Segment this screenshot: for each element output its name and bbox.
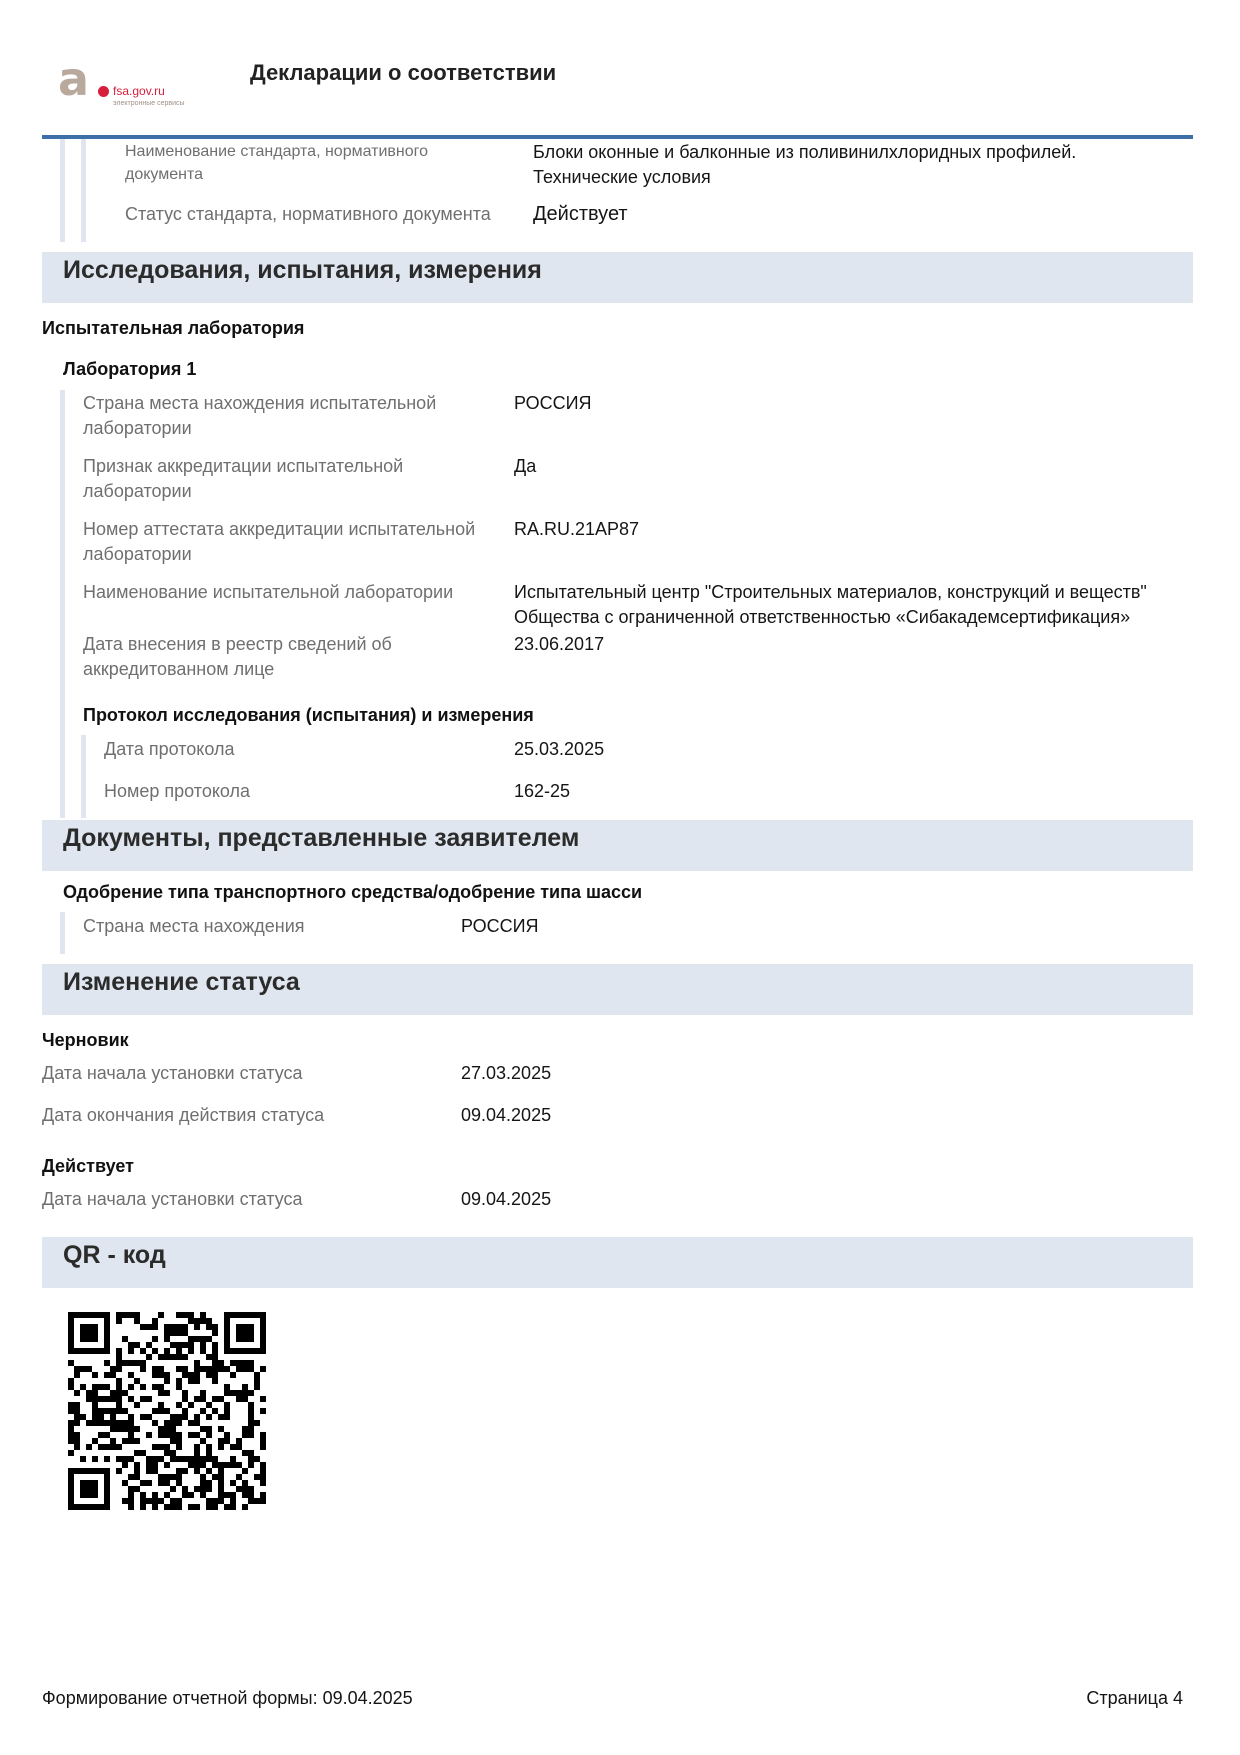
document-title: Декларации о соответствии: [250, 60, 557, 85]
group-bar: [81, 735, 86, 818]
standard-status-label: Статус стандарта, нормативного документа: [125, 204, 491, 224]
draft-end-label: Дата окончания действия статуса: [42, 1105, 325, 1125]
group-bar: [60, 390, 65, 818]
logo-dot-icon: [98, 86, 109, 97]
active-start-label: Дата начала установки статуса: [42, 1189, 303, 1209]
protocol-number-label: Номер протокола: [104, 781, 251, 801]
section-status-change: [42, 964, 1193, 1015]
protocol-date-value: 25.03.2025: [514, 739, 605, 759]
group-bar: [60, 139, 65, 242]
lab-registry-date-label: Дата внесения в реестр сведений об аккредитованном лице: [83, 634, 392, 679]
lab-group-title: Испытательная лаборатория: [42, 318, 305, 338]
standard-name-label: Наименование стандарта, нормативного документа: [125, 143, 429, 183]
draft-end-value: 09.04.2025: [461, 1105, 552, 1125]
section-title: Документы, представленные заявителем: [63, 824, 580, 852]
lab-name-value: Испытательный центр "Строительных материалов, конструкций и веществ" Общества с ограниченной ответственностью «Сибакадемсертификация»: [514, 582, 1147, 627]
status-draft-title: Черновик: [42, 1030, 129, 1050]
page-number: Страница 4: [1086, 1688, 1183, 1708]
lab-certificate-label: Номер аттестата аккредитации испытательной лаборатории: [83, 519, 476, 564]
protocol-date-label: Дата протокола: [104, 739, 235, 759]
lab-registry-date-value: 23.06.2017: [514, 634, 605, 654]
draft-start-label: Дата начала установки статуса: [42, 1063, 303, 1083]
documents-group-title: Одобрение типа транспортного средства/одобрение типа шасси: [63, 882, 643, 902]
logo-letter: a: [58, 52, 90, 106]
lab-name-label: Наименование испытательной лаборатории: [83, 582, 454, 602]
documents-country-label: Страна места нахождения: [83, 916, 305, 936]
protocol-number-value: 162-25: [514, 781, 571, 801]
section-qr: [42, 1237, 1193, 1288]
section-title: Изменение статуса: [63, 968, 300, 996]
draft-start-value: 27.03.2025: [461, 1063, 552, 1083]
section-documents: [42, 820, 1193, 871]
active-start-value: 09.04.2025: [461, 1189, 552, 1209]
lab-title: Лаборатория 1: [63, 359, 197, 379]
lab-accreditation-value: Да: [514, 456, 537, 476]
lab-country-label: Страна места нахождения испытательной лаборатории: [83, 393, 437, 438]
logo-subtitle: электронные сервисы: [113, 100, 185, 107]
lab-certificate-value: RA.RU.21АР87: [514, 519, 640, 539]
section-title: QR - код: [63, 1241, 166, 1269]
group-bar: [60, 912, 65, 954]
section-title: Исследования, испытания, измерения: [63, 256, 542, 284]
lab-accreditation-label: Признак аккредитации испытательной лаборатории: [83, 456, 404, 501]
fsa-logo[interactable]: [58, 52, 208, 112]
logo-site: fsa.gov.ru: [113, 84, 165, 98]
section-research: [42, 252, 1193, 303]
footer-generated: Формирование отчетной формы: 09.04.2025: [42, 1688, 413, 1708]
status-active-title: Действует: [42, 1156, 134, 1176]
standard-name-value: Блоки оконные и балконные из поливинилхлоридных профилей. Технические условия: [533, 142, 1077, 187]
documents-country-value: РОССИЯ: [461, 916, 539, 936]
group-bar: [81, 139, 86, 242]
lab-country-value: РОССИЯ: [514, 393, 592, 413]
standard-status-value: Действует: [533, 203, 628, 225]
qr-code[interactable]: [68, 1312, 266, 1510]
header-divider: [42, 135, 1193, 139]
protocol-title: Протокол исследования (испытания) и измерения: [83, 705, 534, 725]
